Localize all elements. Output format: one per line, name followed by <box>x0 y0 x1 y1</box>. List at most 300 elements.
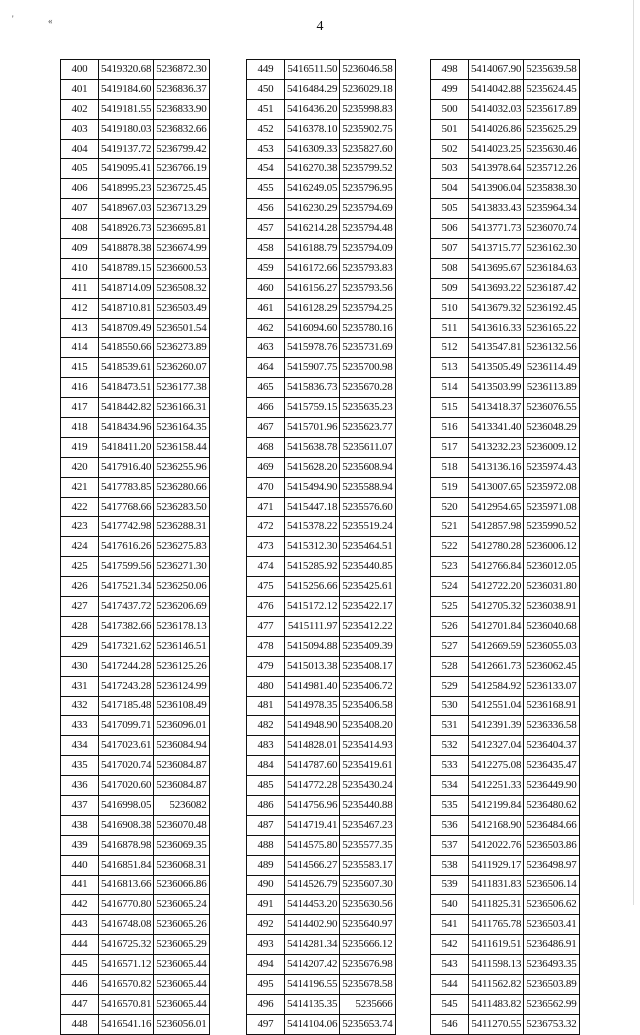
y-coordinate-cell: 5236833.90 <box>154 99 209 119</box>
x-coordinate-cell: 5417020.74 <box>99 756 154 776</box>
point-number-cell: 404 <box>61 139 99 159</box>
x-coordinate-cell: 5417243.28 <box>99 676 154 696</box>
table-row <box>61 756 210 776</box>
table-row <box>61 239 210 259</box>
x-coordinate-cell: 5411831.83 <box>469 875 524 895</box>
point-number-cell: 472 <box>247 517 285 537</box>
point-number-cell: 482 <box>247 716 285 736</box>
y-coordinate-cell: 5235467.23 <box>340 815 395 835</box>
x-coordinate-cell: 5418878.38 <box>99 239 154 259</box>
x-coordinate-cell: 5417437.72 <box>99 597 154 617</box>
table-row <box>431 736 580 756</box>
table-row <box>61 199 210 219</box>
y-coordinate-cell: 5236114.49 <box>524 358 579 378</box>
y-coordinate-cell: 5235409.39 <box>340 636 395 656</box>
y-coordinate-cell: 5236055.03 <box>524 636 579 656</box>
table-row <box>61 776 210 796</box>
point-number-cell: 546 <box>431 1014 469 1034</box>
table-row <box>431 497 580 517</box>
point-number-cell: 521 <box>431 517 469 537</box>
point-number-cell: 489 <box>247 855 285 875</box>
y-coordinate-cell: 5236009.12 <box>524 437 579 457</box>
table-row <box>247 915 396 935</box>
y-coordinate-cell: 5235408.17 <box>340 656 395 676</box>
y-coordinate-cell: 5236040.68 <box>524 616 579 636</box>
y-coordinate-cell: 5236192.45 <box>524 298 579 318</box>
y-coordinate-cell: 5236096.01 <box>154 716 209 736</box>
x-coordinate-cell: 5416725.32 <box>99 935 154 955</box>
x-coordinate-cell: 5416172.66 <box>285 258 340 278</box>
x-coordinate-cell: 5416571.12 <box>99 955 154 975</box>
table-row <box>61 974 210 994</box>
x-coordinate-cell: 5416541.16 <box>99 1014 154 1034</box>
point-number-cell: 434 <box>61 736 99 756</box>
table-row <box>431 239 580 259</box>
point-number-cell: 443 <box>61 915 99 935</box>
point-number-cell: 525 <box>431 597 469 617</box>
point-number-cell: 457 <box>247 219 285 239</box>
table-row <box>61 795 210 815</box>
point-number-cell: 477 <box>247 616 285 636</box>
table-row <box>247 418 396 438</box>
table-row <box>431 477 580 497</box>
y-coordinate-cell: 5236250.06 <box>154 577 209 597</box>
point-number-cell: 410 <box>61 258 99 278</box>
x-coordinate-cell: 5419181.55 <box>99 99 154 119</box>
y-coordinate-cell: 5235408.20 <box>340 716 395 736</box>
table-row <box>431 915 580 935</box>
point-number-cell: 429 <box>61 636 99 656</box>
point-number-cell: 418 <box>61 418 99 438</box>
y-coordinate-cell: 5236165.22 <box>524 318 579 338</box>
y-coordinate-cell: 5236498.97 <box>524 855 579 875</box>
y-coordinate-cell: 5235576.60 <box>340 497 395 517</box>
x-coordinate-cell: 5414566.27 <box>285 855 340 875</box>
y-coordinate-cell: 5235794.09 <box>340 239 395 259</box>
table-row <box>431 835 580 855</box>
y-coordinate-cell: 5236501.54 <box>154 318 209 338</box>
x-coordinate-cell: 5415836.73 <box>285 378 340 398</box>
table-row <box>247 219 396 239</box>
point-number-cell: 537 <box>431 835 469 855</box>
y-coordinate-cell: 5236012.05 <box>524 557 579 577</box>
y-coordinate-cell: 5236280.66 <box>154 477 209 497</box>
x-coordinate-cell: 5414135.35 <box>285 994 340 1014</box>
point-number-cell: 444 <box>61 935 99 955</box>
x-coordinate-cell: 5413341.40 <box>469 418 524 438</box>
x-coordinate-cell: 5414719.41 <box>285 815 340 835</box>
y-coordinate-cell: 5236066.86 <box>154 875 209 895</box>
table-row <box>247 298 396 318</box>
x-coordinate-cell: 5414575.80 <box>285 835 340 855</box>
x-coordinate-cell: 5416270.38 <box>285 159 340 179</box>
x-coordinate-cell: 5418550.66 <box>99 338 154 358</box>
y-coordinate-cell: 5235990.52 <box>524 517 579 537</box>
point-number-cell: 503 <box>431 159 469 179</box>
point-number-cell: 423 <box>61 517 99 537</box>
y-coordinate-cell: 5236084.94 <box>154 736 209 756</box>
y-coordinate-cell: 5236480.62 <box>524 795 579 815</box>
table-row <box>431 676 580 696</box>
point-number-cell: 532 <box>431 736 469 756</box>
point-number-cell: 523 <box>431 557 469 577</box>
y-coordinate-cell: 5236076.55 <box>524 398 579 418</box>
point-number-cell: 420 <box>61 457 99 477</box>
y-coordinate-cell: 5236166.31 <box>154 398 209 418</box>
point-number-cell: 517 <box>431 437 469 457</box>
x-coordinate-cell: 5416998.05 <box>99 795 154 815</box>
y-coordinate-cell: 5236288.31 <box>154 517 209 537</box>
table-row <box>61 915 210 935</box>
y-coordinate-cell: 5236056.01 <box>154 1014 209 1034</box>
x-coordinate-cell: 5418411.20 <box>99 437 154 457</box>
table-row <box>247 636 396 656</box>
table-row <box>431 159 580 179</box>
point-number-cell: 468 <box>247 437 285 457</box>
point-number-cell: 414 <box>61 338 99 358</box>
point-number-cell: 453 <box>247 139 285 159</box>
x-coordinate-cell: 5413418.37 <box>469 398 524 418</box>
y-coordinate-cell: 5236006.12 <box>524 537 579 557</box>
table-row <box>61 318 210 338</box>
table-row <box>247 477 396 497</box>
x-coordinate-cell: 5415094.88 <box>285 636 340 656</box>
x-coordinate-cell: 5413695.67 <box>469 258 524 278</box>
x-coordinate-cell: 5416128.29 <box>285 298 340 318</box>
table-row <box>431 338 580 358</box>
point-number-cell: 522 <box>431 537 469 557</box>
y-coordinate-cell: 5236273.89 <box>154 338 209 358</box>
y-coordinate-cell: 5235464.51 <box>340 537 395 557</box>
x-coordinate-cell: 5411929.17 <box>469 855 524 875</box>
point-number-cell: 452 <box>247 119 285 139</box>
x-coordinate-cell: 5412275.08 <box>469 756 524 776</box>
x-coordinate-cell: 5416813.66 <box>99 875 154 895</box>
y-coordinate-cell: 5235611.07 <box>340 437 395 457</box>
scan-edge <box>633 0 634 905</box>
point-number-cell: 524 <box>431 577 469 597</box>
y-coordinate-cell: 5236493.35 <box>524 955 579 975</box>
point-number-cell: 480 <box>247 676 285 696</box>
y-coordinate-cell: 5236404.37 <box>524 736 579 756</box>
x-coordinate-cell: 5417321.62 <box>99 636 154 656</box>
table-row <box>431 457 580 477</box>
y-coordinate-cell: 5236029.18 <box>340 79 395 99</box>
point-number-cell: 520 <box>431 497 469 517</box>
x-coordinate-cell: 5412722.20 <box>469 577 524 597</box>
x-coordinate-cell: 5412954.65 <box>469 497 524 517</box>
y-coordinate-cell: 5235827.60 <box>340 139 395 159</box>
x-coordinate-cell: 5416230.29 <box>285 199 340 219</box>
y-coordinate-cell: 5235793.56 <box>340 278 395 298</box>
y-coordinate-cell: 5235838.30 <box>524 179 579 199</box>
x-coordinate-cell: 5415312.30 <box>285 537 340 557</box>
table-row <box>247 795 396 815</box>
point-number-cell: 519 <box>431 477 469 497</box>
table-row <box>247 1014 396 1034</box>
point-number-cell: 450 <box>247 79 285 99</box>
y-coordinate-cell: 5236836.37 <box>154 79 209 99</box>
y-coordinate-cell: 5236068.31 <box>154 855 209 875</box>
y-coordinate-cell: 5235519.24 <box>340 517 395 537</box>
point-number-cell: 458 <box>247 239 285 259</box>
point-number-cell: 494 <box>247 955 285 975</box>
table-row <box>247 656 396 676</box>
point-number-cell: 413 <box>61 318 99 338</box>
x-coordinate-cell: 5413136.16 <box>469 457 524 477</box>
point-number-cell: 491 <box>247 895 285 915</box>
x-coordinate-cell: 5413771.73 <box>469 219 524 239</box>
y-coordinate-cell: 5236503.89 <box>524 974 579 994</box>
y-coordinate-cell: 5236799.42 <box>154 139 209 159</box>
table-row <box>247 437 396 457</box>
x-coordinate-cell: 5417023.61 <box>99 736 154 756</box>
y-coordinate-cell: 5235799.52 <box>340 159 395 179</box>
x-coordinate-cell: 5414828.01 <box>285 736 340 756</box>
y-coordinate-cell: 5236508.32 <box>154 278 209 298</box>
table-row <box>431 994 580 1014</box>
table-row <box>431 258 580 278</box>
y-coordinate-cell: 5236070.74 <box>524 219 579 239</box>
x-coordinate-cell: 5416378.10 <box>285 119 340 139</box>
x-coordinate-cell: 5415759.15 <box>285 398 340 418</box>
x-coordinate-cell: 5417185.48 <box>99 696 154 716</box>
x-coordinate-cell: 5416309.33 <box>285 139 340 159</box>
point-number-cell: 475 <box>247 577 285 597</box>
table-row <box>431 557 580 577</box>
x-coordinate-cell: 5412701.84 <box>469 616 524 636</box>
x-coordinate-cell: 5413679.32 <box>469 298 524 318</box>
page-number: 4 <box>316 19 324 34</box>
y-coordinate-cell: 5235440.85 <box>340 557 395 577</box>
table-row <box>61 358 210 378</box>
point-number-cell: 417 <box>61 398 99 418</box>
y-coordinate-cell: 5236600.53 <box>154 258 209 278</box>
point-number-cell: 535 <box>431 795 469 815</box>
x-coordinate-cell: 5414281.34 <box>285 935 340 955</box>
x-coordinate-cell: 5414067.90 <box>469 60 524 80</box>
table-row <box>431 378 580 398</box>
table-row <box>431 875 580 895</box>
table-row <box>247 676 396 696</box>
table-row <box>61 179 210 199</box>
y-coordinate-cell: 5235430.24 <box>340 776 395 796</box>
y-coordinate-cell: 5236065.29 <box>154 935 209 955</box>
point-number-cell: 445 <box>61 955 99 975</box>
x-coordinate-cell: 5416436.20 <box>285 99 340 119</box>
x-coordinate-cell: 5416570.81 <box>99 994 154 1014</box>
x-coordinate-cell: 5417783.85 <box>99 477 154 497</box>
y-coordinate-cell: 5236084.87 <box>154 776 209 796</box>
table-row <box>61 636 210 656</box>
y-coordinate-cell: 5236177.38 <box>154 378 209 398</box>
y-coordinate-cell: 5235793.83 <box>340 258 395 278</box>
x-coordinate-cell: 5416770.80 <box>99 895 154 915</box>
y-coordinate-cell: 5235780.16 <box>340 318 395 338</box>
table-row <box>431 597 580 617</box>
x-coordinate-cell: 5414981.40 <box>285 676 340 696</box>
y-coordinate-cell: 5235794.48 <box>340 219 395 239</box>
x-coordinate-cell: 5416851.84 <box>99 855 154 875</box>
table-row <box>247 696 396 716</box>
point-number-cell: 470 <box>247 477 285 497</box>
y-coordinate-cell: 5236260.07 <box>154 358 209 378</box>
coordinate-table-2 <box>246 59 396 1035</box>
x-coordinate-cell: 5418709.49 <box>99 318 154 338</box>
table-row <box>431 815 580 835</box>
point-number-cell: 509 <box>431 278 469 298</box>
x-coordinate-cell: 5418789.15 <box>99 258 154 278</box>
point-number-cell: 506 <box>431 219 469 239</box>
point-number-cell: 542 <box>431 935 469 955</box>
point-number-cell: 430 <box>61 656 99 676</box>
point-number-cell: 422 <box>61 497 99 517</box>
point-number-cell: 526 <box>431 616 469 636</box>
point-number-cell: 409 <box>61 239 99 259</box>
point-number-cell: 471 <box>247 497 285 517</box>
x-coordinate-cell: 5414948.90 <box>285 716 340 736</box>
point-number-cell: 406 <box>61 179 99 199</box>
table-row <box>247 815 396 835</box>
x-coordinate-cell: 5416748.08 <box>99 915 154 935</box>
point-number-cell: 500 <box>431 99 469 119</box>
point-number-cell: 412 <box>61 298 99 318</box>
table-row <box>61 875 210 895</box>
x-coordinate-cell: 5416094.60 <box>285 318 340 338</box>
x-coordinate-cell: 5416249.05 <box>285 179 340 199</box>
point-number-cell: 461 <box>247 298 285 318</box>
table-row <box>61 139 210 159</box>
x-coordinate-cell: 5412584.92 <box>469 676 524 696</box>
x-coordinate-cell: 5419320.68 <box>99 60 154 80</box>
x-coordinate-cell: 5415978.76 <box>285 338 340 358</box>
y-coordinate-cell: 5236038.91 <box>524 597 579 617</box>
y-coordinate-cell: 5236113.89 <box>524 378 579 398</box>
point-number-cell: 490 <box>247 875 285 895</box>
table-row <box>247 577 396 597</box>
table-row <box>61 477 210 497</box>
y-coordinate-cell: 5235998.83 <box>340 99 395 119</box>
point-number-cell: 408 <box>61 219 99 239</box>
table-row <box>247 597 396 617</box>
y-coordinate-cell: 5236164.35 <box>154 418 209 438</box>
x-coordinate-cell: 5413503.99 <box>469 378 524 398</box>
y-coordinate-cell: 5235666.12 <box>340 935 395 955</box>
y-coordinate-cell: 5236484.66 <box>524 815 579 835</box>
point-number-cell: 544 <box>431 974 469 994</box>
table-row <box>431 795 580 815</box>
y-coordinate-cell: 5236031.80 <box>524 577 579 597</box>
point-number-cell: 419 <box>61 437 99 457</box>
y-coordinate-cell: 5236168.91 <box>524 696 579 716</box>
x-coordinate-cell: 5415447.18 <box>285 497 340 517</box>
y-coordinate-cell: 5236065.44 <box>154 974 209 994</box>
y-coordinate-cell: 5235653.74 <box>340 1014 395 1034</box>
point-number-cell: 432 <box>61 696 99 716</box>
y-coordinate-cell: 5235676.98 <box>340 955 395 975</box>
y-coordinate-cell: 5236187.42 <box>524 278 579 298</box>
table-row <box>431 398 580 418</box>
table-row <box>431 1014 580 1034</box>
table-row <box>431 358 580 378</box>
point-number-cell: 476 <box>247 597 285 617</box>
point-number-cell: 455 <box>247 179 285 199</box>
table-row <box>431 656 580 676</box>
x-coordinate-cell: 5415378.22 <box>285 517 340 537</box>
x-coordinate-cell: 5411765.78 <box>469 915 524 935</box>
y-coordinate-cell: 5235971.08 <box>524 497 579 517</box>
x-coordinate-cell: 5415701.96 <box>285 418 340 438</box>
y-coordinate-cell: 5235639.58 <box>524 60 579 80</box>
y-coordinate-cell: 5235972.08 <box>524 477 579 497</box>
table-row <box>61 60 210 80</box>
x-coordinate-cell: 5419180.03 <box>99 119 154 139</box>
y-coordinate-cell: 5236283.50 <box>154 497 209 517</box>
table-row <box>61 99 210 119</box>
x-coordinate-cell: 5419137.72 <box>99 139 154 159</box>
table-row <box>247 994 396 1014</box>
y-coordinate-cell: 5236832.66 <box>154 119 209 139</box>
point-number-cell: 442 <box>61 895 99 915</box>
table-row <box>431 636 580 656</box>
table-row <box>247 974 396 994</box>
table-row <box>61 378 210 398</box>
table-row <box>431 955 580 975</box>
x-coordinate-cell: 5416484.29 <box>285 79 340 99</box>
x-coordinate-cell: 5414207.42 <box>285 955 340 975</box>
x-coordinate-cell: 5414787.60 <box>285 756 340 776</box>
point-number-cell: 424 <box>61 537 99 557</box>
y-coordinate-cell: 5235617.89 <box>524 99 579 119</box>
point-number-cell: 486 <box>247 795 285 815</box>
point-number-cell: 483 <box>247 736 285 756</box>
x-coordinate-cell: 5417020.60 <box>99 776 154 796</box>
table-row <box>247 60 396 80</box>
point-number-cell: 467 <box>247 418 285 438</box>
y-coordinate-cell: 5235712.26 <box>524 159 579 179</box>
x-coordinate-cell: 5418442.82 <box>99 398 154 418</box>
x-coordinate-cell: 5412168.90 <box>469 815 524 835</box>
table-row <box>431 517 580 537</box>
point-number-cell: 451 <box>247 99 285 119</box>
x-coordinate-cell: 5413715.77 <box>469 239 524 259</box>
y-coordinate-cell: 5236753.32 <box>524 1014 579 1034</box>
table-row <box>247 119 396 139</box>
table-row <box>247 159 396 179</box>
table-row <box>247 278 396 298</box>
table-row <box>247 457 396 477</box>
table-row <box>247 517 396 537</box>
x-coordinate-cell: 5412661.73 <box>469 656 524 676</box>
point-number-cell: 431 <box>61 676 99 696</box>
x-coordinate-cell: 5416156.27 <box>285 278 340 298</box>
x-coordinate-cell: 5415494.90 <box>285 477 340 497</box>
point-number-cell: 531 <box>431 716 469 736</box>
point-number-cell: 539 <box>431 875 469 895</box>
x-coordinate-cell: 5413906.04 <box>469 179 524 199</box>
y-coordinate-cell: 5235974.43 <box>524 457 579 477</box>
y-coordinate-cell: 5235635.23 <box>340 398 395 418</box>
x-coordinate-cell: 5418714.09 <box>99 278 154 298</box>
y-coordinate-cell: 5236124.99 <box>154 676 209 696</box>
x-coordinate-cell: 5412551.04 <box>469 696 524 716</box>
table-row <box>247 736 396 756</box>
point-number-cell: 474 <box>247 557 285 577</box>
point-number-cell: 435 <box>61 756 99 776</box>
point-number-cell: 484 <box>247 756 285 776</box>
y-coordinate-cell: 5235414.93 <box>340 736 395 756</box>
x-coordinate-cell: 5414104.06 <box>285 1014 340 1034</box>
